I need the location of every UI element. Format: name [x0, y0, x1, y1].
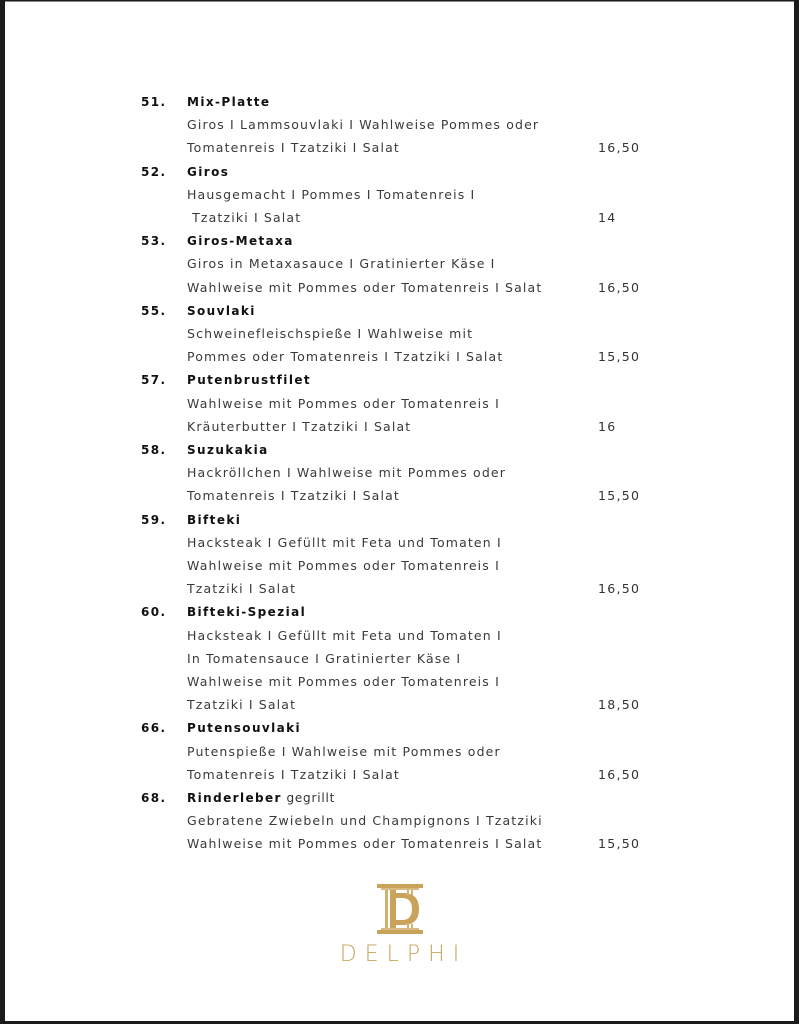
- delphi-column-d-icon: [375, 884, 425, 934]
- item-number: 55.: [141, 303, 167, 318]
- item-description: Kräuterbutter I Tzatziki I Salat: [187, 418, 412, 434]
- item-number: 66.: [141, 721, 167, 736]
- item-name: [187, 370, 311, 390]
- item-description: Hausgemacht I Pommes I Tomatenreis I: [187, 186, 476, 202]
- menu-item-description-line: [5, 486, 794, 506]
- menu-item-description-line: [5, 115, 794, 135]
- item-description: Tzatziki I Salat: [187, 581, 297, 597]
- item-name-text: Giros: [187, 164, 230, 179]
- menu-item-description-line: [5, 324, 794, 344]
- menu-item-description-line: [5, 138, 794, 158]
- item-description: Putenspieße I Wahlweise mit Pommes oder: [187, 743, 501, 759]
- item-number: 58.: [141, 443, 167, 457]
- item-description: Tzatziki I Salat: [187, 210, 302, 225]
- item-name-text: Bifteki: [187, 512, 242, 527]
- menu-item-description-line: [5, 533, 794, 553]
- menu-item-header: [5, 440, 794, 460]
- item-price: 16,50: [598, 279, 641, 295]
- menu-item-description-line: [5, 347, 794, 367]
- item-price: 15,50: [598, 836, 641, 852]
- menu-item-header: [5, 788, 794, 808]
- menu-item-description-line: [5, 417, 794, 437]
- item-price: 14: [598, 210, 617, 225]
- item-name-text: Mix-Platte: [187, 95, 271, 109]
- menu-item-description-line: [5, 254, 794, 274]
- menu-item-header: [5, 510, 794, 530]
- item-description: Wahlweise mit Pommes oder Tomatenreis I Salat: [187, 836, 543, 852]
- menu-item-description-line: [5, 834, 794, 854]
- item-description: Wahlweise mit Pommes oder Tomatenreis I: [187, 395, 500, 411]
- menu-item-description-line: [5, 649, 794, 669]
- item-description: Tzatziki I Salat: [187, 697, 297, 713]
- item-description: Hacksteak I Gefüllt mit Feta und Tomaten I: [187, 534, 502, 550]
- restaurant-logo: [5, 884, 794, 967]
- menu-item-description-line: [5, 185, 794, 205]
- item-name-text: Souvlaki: [187, 303, 256, 318]
- item-price: 16: [598, 418, 617, 434]
- item-name-text: Giros-Metaxa: [187, 234, 294, 249]
- item-number: 60.: [141, 605, 167, 620]
- menu-item-description-line: [5, 208, 794, 228]
- item-name: [187, 788, 335, 808]
- menu-item-description-line: [5, 556, 794, 576]
- item-name-text: Rinderleber: [187, 791, 282, 805]
- item-description: Hacksteak I Gefüllt mit Feta und Tomaten I: [187, 627, 502, 643]
- item-name: [187, 440, 269, 460]
- logo-text: DELPHI: [339, 942, 468, 967]
- item-price: 18,50: [598, 697, 641, 713]
- item-name: [187, 162, 229, 182]
- menu-item-header: [5, 92, 794, 112]
- menu-item-description-line: [5, 463, 794, 483]
- item-number: 51.: [141, 95, 167, 109]
- item-name-text: Bifteki-Spezial: [187, 605, 307, 620]
- item-description: Giros in Metaxasauce I Gratinierter Käse I: [187, 256, 496, 272]
- item-price: 16,50: [598, 140, 641, 156]
- item-name: [187, 510, 241, 530]
- menu-item-description-line: [5, 742, 794, 762]
- menu-item-description-line: [5, 695, 794, 715]
- item-name: [187, 92, 270, 112]
- item-description: Hackröllchen I Wahlweise mit Pommes oder: [187, 465, 507, 481]
- item-name: [187, 231, 294, 251]
- item-number: 59.: [141, 512, 167, 527]
- item-description: Giros I Lammsouvlaki I Wahlweise Pommes oder: [187, 117, 540, 133]
- item-name-text: Putensouvlaki: [187, 721, 302, 736]
- menu-item-description-line: [5, 765, 794, 785]
- menu-item-header: [5, 301, 794, 321]
- menu-item-description-line: [5, 579, 794, 599]
- item-description: Wahlweise mit Pommes oder Tomatenreis I: [187, 558, 500, 573]
- item-price: 16,50: [598, 766, 641, 782]
- item-number: 53.: [141, 234, 167, 249]
- menu-item-description-line: [5, 626, 794, 646]
- menu-item-header: [5, 602, 794, 622]
- item-number: 68.: [141, 791, 167, 805]
- item-description: Gebratene Zwiebeln und Champignons I Tzatziki: [187, 813, 543, 829]
- menu-item-description-line: [5, 672, 794, 692]
- item-number: 57.: [141, 373, 167, 388]
- item-description: Tomatenreis I Tzatziki I Salat: [187, 488, 400, 504]
- menu-item-header: [5, 718, 794, 738]
- menu-page: [5, 1, 794, 1021]
- item-description: Tomatenreis I Tzatziki I Salat: [187, 140, 400, 156]
- item-price: 15,50: [598, 349, 641, 365]
- item-price: 15,50: [598, 488, 641, 504]
- menu-item-description-line: [5, 811, 794, 831]
- item-description: Wahlweise mit Pommes oder Tomatenreis I: [187, 674, 500, 689]
- item-description: Wahlweise mit Pommes oder Tomatenreis I Salat: [187, 279, 543, 295]
- menu-item-header: [5, 370, 794, 390]
- item-name-text: Putenbrustfilet: [187, 373, 312, 388]
- menu-item-header: [5, 231, 794, 251]
- menu-item-description-line: [5, 394, 794, 414]
- item-description: Schweinefleischspieße I Wahlweise mit: [187, 326, 474, 341]
- item-description: Pommes oder Tomatenreis I Tzatziki I Salat: [187, 349, 504, 365]
- menu-item-description-line: [5, 278, 794, 298]
- item-name: [187, 718, 301, 738]
- item-name: [187, 602, 306, 622]
- item-name: [187, 301, 256, 321]
- item-name-suffix: gegrillt: [281, 791, 336, 805]
- item-number: 52.: [141, 164, 167, 179]
- menu-item-header: [5, 162, 794, 182]
- item-description: In Tomatensauce I Gratinierter Käse I: [187, 650, 462, 666]
- item-name-text: Suzukakia: [187, 443, 269, 457]
- item-price: 16,50: [598, 581, 641, 597]
- item-description: Tomatenreis I Tzatziki I Salat: [187, 766, 400, 782]
